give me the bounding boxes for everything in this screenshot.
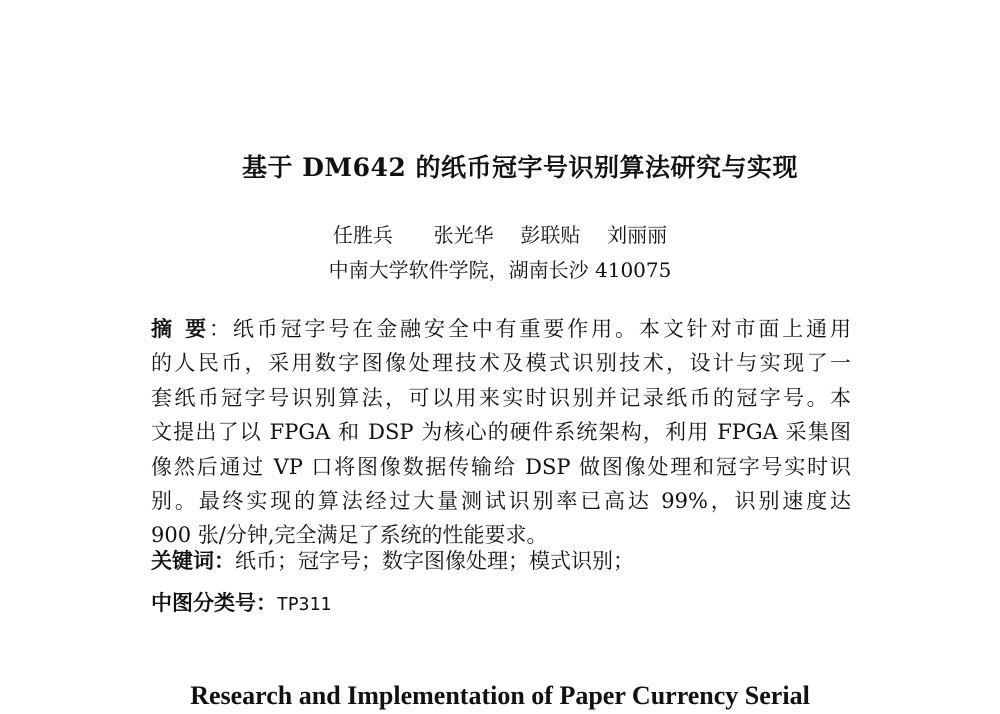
abstract-line: 套纸币冠字号识别算法，可以用来实时识别并记录纸币的冠字号。本 <box>151 385 851 410</box>
abstract-label: 摘 要 <box>151 317 209 341</box>
author-name: 张光华 <box>433 223 494 247</box>
abstract-line: 文提出了以 FPGA 和 DSP 为核心的硬件系统架构，利用 FPGA 采集图 <box>151 420 851 445</box>
clc-value: TP311 <box>277 594 332 615</box>
author-name: 任胜兵 <box>332 223 393 247</box>
keywords-label: 关键词： <box>151 549 235 573</box>
author-name: 刘丽丽 <box>607 223 668 247</box>
classification-code <box>151 587 331 617</box>
paper-title-en: Research and Implementation of Paper Currency Serial <box>190 681 810 710</box>
abstract-line: 900 张/分钟,完全满足了系统的性能要求。 <box>151 523 548 548</box>
keywords <box>151 545 634 575</box>
abstract <box>151 312 851 553</box>
clc-label: 中图分类号： <box>151 591 277 615</box>
author-list <box>0 219 1000 248</box>
abstract-line: 别。最终实现的算法经过大量测试识别率已高达 99%，识别速度达 <box>151 488 851 513</box>
affiliation: 中南大学软件学院，湖南长沙 410075 <box>328 258 672 282</box>
abstract-line <box>151 312 851 346</box>
abstract-line: 的人民币，采用数字图像处理技术及模式识别技术，设计与实现了一 <box>151 351 851 376</box>
abstract-line: 像然后通过 VP 口将图像数据传输给 DSP 做图像处理和冠字号实时识 <box>151 454 851 479</box>
paper-title-cn: 基于 DM642 的纸币冠字号识别算法研究与实现 <box>242 153 798 182</box>
author-name: 彭联贴 <box>520 223 581 247</box>
abstract-text: 纸币冠字号在金融安全中有重要作用。本文针对市面上通用 <box>232 317 852 341</box>
abstract-colon: ： <box>208 317 233 341</box>
keywords-value: 纸币；冠字号；数字图像处理；模式识别； <box>235 549 634 573</box>
